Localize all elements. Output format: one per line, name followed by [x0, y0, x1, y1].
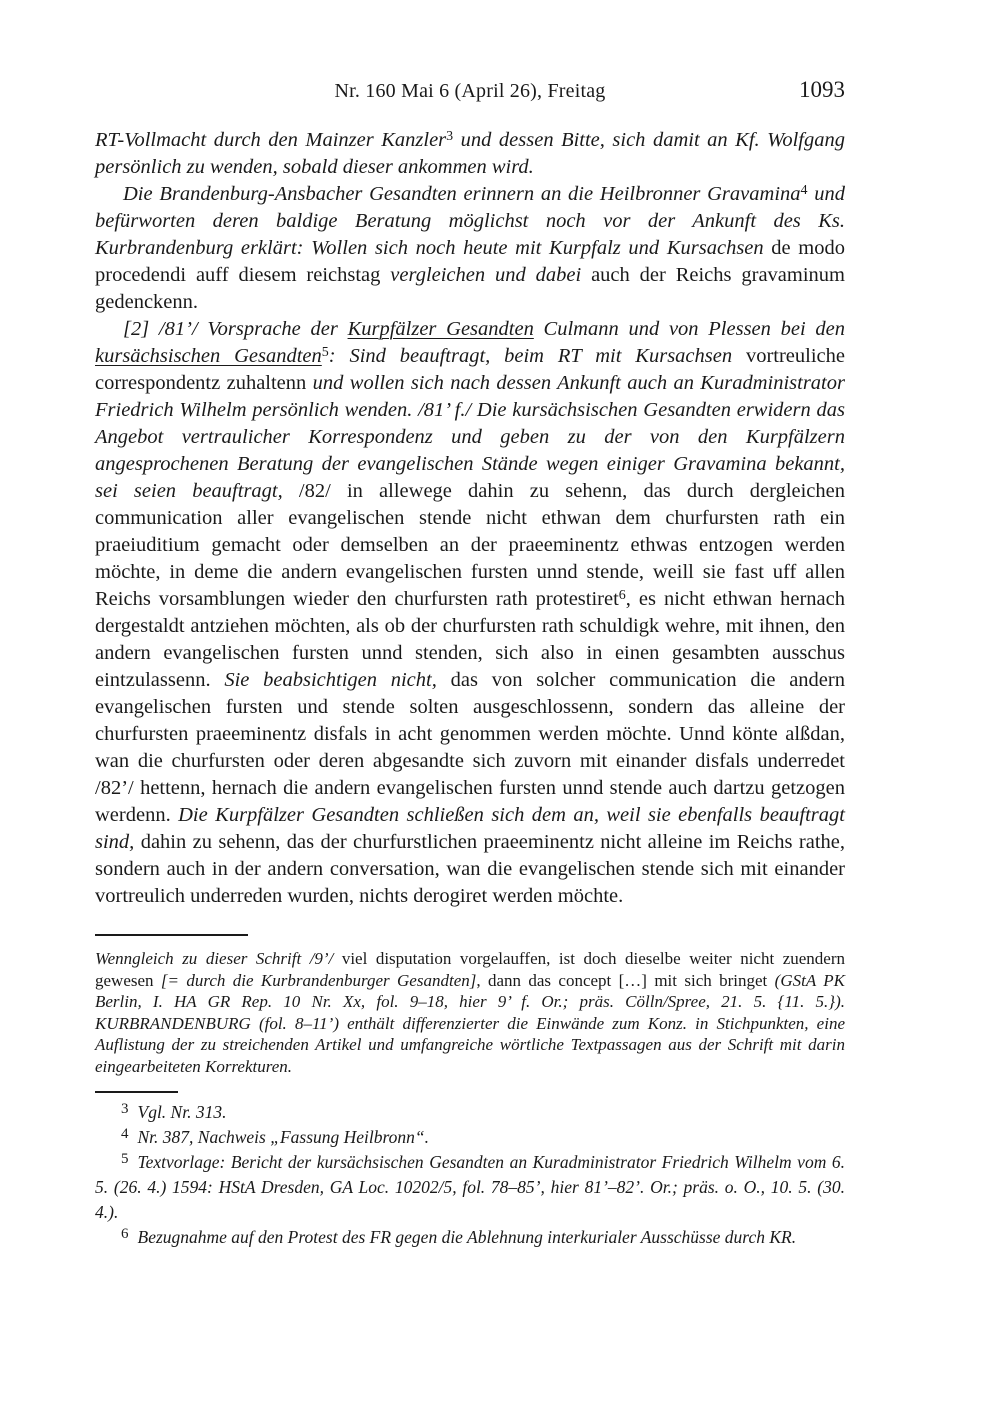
text-run: , es nicht ethwan hernach dergestaldt antziehen möchten, als ob der churfursten rath schuldigk wehre, mit ihnen, den andern evangelischen fursten unnd stenden, sich also in einen gesambten ausschus eintzulassenn. — [95, 588, 845, 691]
paragraph-entry-2 — [95, 316, 845, 910]
footnotes-section — [95, 1091, 845, 1250]
footnote-4 — [95, 1125, 845, 1150]
text-run: Wenngleich zu dieser Schrift /9’/ — [95, 949, 342, 968]
paragraph-regest-2 — [95, 181, 845, 316]
footnote-text-6 — [138, 1227, 797, 1247]
footnote-3 — [95, 1100, 845, 1125]
text-run: Bezugnahme auf den Protest des FR gegen die Ablehnung interkurialer Ausschüsse durch KR. — [137, 1227, 797, 1247]
footnote-number-4: 4 — [121, 1126, 129, 1142]
footnote-ref: 3 — [446, 129, 454, 144]
text-run: vergleichen und dabei — [390, 264, 592, 286]
text-run: de modo procedendi auff diesem reichstag — [95, 237, 845, 286]
footnote-ref: 5 — [321, 345, 329, 360]
text-run: Sie beabsichtigen nicht, — [224, 669, 437, 691]
text-run: und dessen Bitte, sich damit an Kf. Wolfgang persönlich zu wenden, sobald dieser ankommen wird. — [95, 129, 845, 178]
text-run: [2] /81’/ Vorsprache der — [123, 318, 348, 340]
text-run: : Sind beauftragt, beim RT mit Kursachsen — [328, 345, 746, 367]
text-run: kursächsischen Gesandten — [95, 345, 322, 367]
text-run: Culmann und von Plessen bei den — [533, 318, 845, 340]
footnote-number-6: 6 — [121, 1226, 129, 1242]
footnote-6 — [95, 1225, 845, 1250]
text-run: Nr. 387, Nachweis „Fassung Heilbronn“. — [137, 1127, 430, 1147]
text-run: das von solcher communication die andern evangelischen fursten und stende solten ausgeschlossenn, sondern das alleine der churfursten praeeminentz disfals in acht genommen werden möchte. Unnd könte alßdan, wan die churfursten oder deren abgesandte sich zuvorn mit einander disfals underredet /82’/ hettenn, hernach die andern evangelischen fursten unnd stende auch dartzu getzogen werdenn. — [95, 669, 845, 826]
running-title: Nr. 160 Mai 6 (April 26), Freitag — [334, 80, 606, 102]
editorial-note-rule — [95, 934, 248, 936]
text-run: (GStA PK Berlin, I. HA GR Rep. 10 Nr. Xx, fol. 9–18, hier 9’ f. Or.; präs. Cölln/Spree, 21. 5. {11. 5.}). KURBRANDENBURG (fol. 8–11’) enthält differenzierter die Einwände zum Konz. in Stichpunkten, eine Auflistung der zu streichenden Artikel und umfangreiche wörtliche Textpassagen aus der Schrift mit darin eingearbeiteten Korrekturen. — [95, 970, 845, 1076]
footnote-5 — [95, 1150, 845, 1225]
text-run: RT-Vollmacht durch den Mainzer Kanzler — [95, 129, 447, 151]
editorial-note-text — [95, 948, 845, 1077]
text-run: [= durch die Kurbrandenburger Gesandten] — [160, 970, 477, 990]
footnote-text-4 — [138, 1127, 430, 1147]
text-run: und wollen sich nach dessen Ankunft auch an Kuradministrator Friedrich Wilhelm persönlich wenden. /81’ f./ Die kursächsischen Gesandten erwidern das Angebot vertraulicher Korrespondenz und geben zu der von den Kurpfälzern angesprochenen Beratung der evangelischen Stände wegen einiger Gravamina bekannt, sei seien beauftragt, — [95, 372, 845, 502]
paragraph-regest-1 — [95, 127, 845, 181]
text-run: Die Kurpfälzer Gesandten schließen sich dem an, weil sie ebenfalls beauftragt sind, — [95, 804, 845, 853]
text-run: dahin zu sehenn, das der churfurstlichen praeeminentz nicht alleine im Reichs rathe, sondern auch in der andern conversation, wan die evangelischen stende sich mit einander vortreulich underreden wurden, nichts derogiret werden möchte. — [95, 831, 845, 907]
text-run: auch der Reichs gravaminum gedenckenn. — [95, 264, 845, 313]
footnote-ref: 4 — [800, 183, 808, 198]
text-run: Vgl. Nr. 313. — [137, 1102, 227, 1122]
footnote-ref: 6 — [618, 588, 626, 603]
footnote-number-3: 3 — [121, 1101, 129, 1117]
text-run: /82/ in allewege dahin zu sehenn, das durch dergleichen communication aller evangelischen stende nicht ethwan dem churfursten rath ein praeiuditium gemacht oder demselben an der praeeminentz ethwas entzogen werden möchte, in deme die andern evangelischen fursten unnd stende, weill sie fast uff allen Reichs vorsamblungen wieder den churfursten rath protestiret — [95, 480, 846, 610]
footnote-number-5: 5 — [121, 1151, 129, 1167]
text-run: , dann das concept […] mit sich bringet — [476, 970, 775, 990]
text-run: viel disputation vorgelauffen, ist doch dieselbe weiter nicht zuendern gewesen — [95, 949, 845, 990]
page-header — [95, 77, 845, 110]
editorial-note-section — [95, 934, 845, 1077]
footnotes-rule — [95, 1091, 178, 1093]
footnote-text-3 — [138, 1102, 227, 1122]
text-run: und befürworten deren baldige Beratung möglichst noch vor der Ankunft des Ks. Kurbrandenburg erklärt: Wollen sich noch heute mit Kurpfalz und Kursachsen — [95, 183, 845, 259]
text-run: Kurpfälzer Gesandten — [347, 318, 534, 340]
footnote-text-5 — [95, 1152, 845, 1222]
text-run: vortreuliche correspondentz zuhaltenn — [95, 345, 845, 394]
body-text — [95, 127, 845, 910]
page-number: 1093 — [799, 77, 845, 102]
text-run: Die Brandenburg-Ansbacher Gesandten erinnern an die Heilbronner Gravamina — [123, 183, 801, 205]
text-run: Textvorlage: Bericht der kursächsischen Gesandten an Kuradministrator Friedrich Wilhelm vom 6. 5. (26. 4.) 1594: HStA Dresden, GA Loc. 10202/5, fol. 78–85’, hier 81’–82’. Or.; präs. o. O., 10. 5. (30. 4.). — [95, 1152, 845, 1222]
